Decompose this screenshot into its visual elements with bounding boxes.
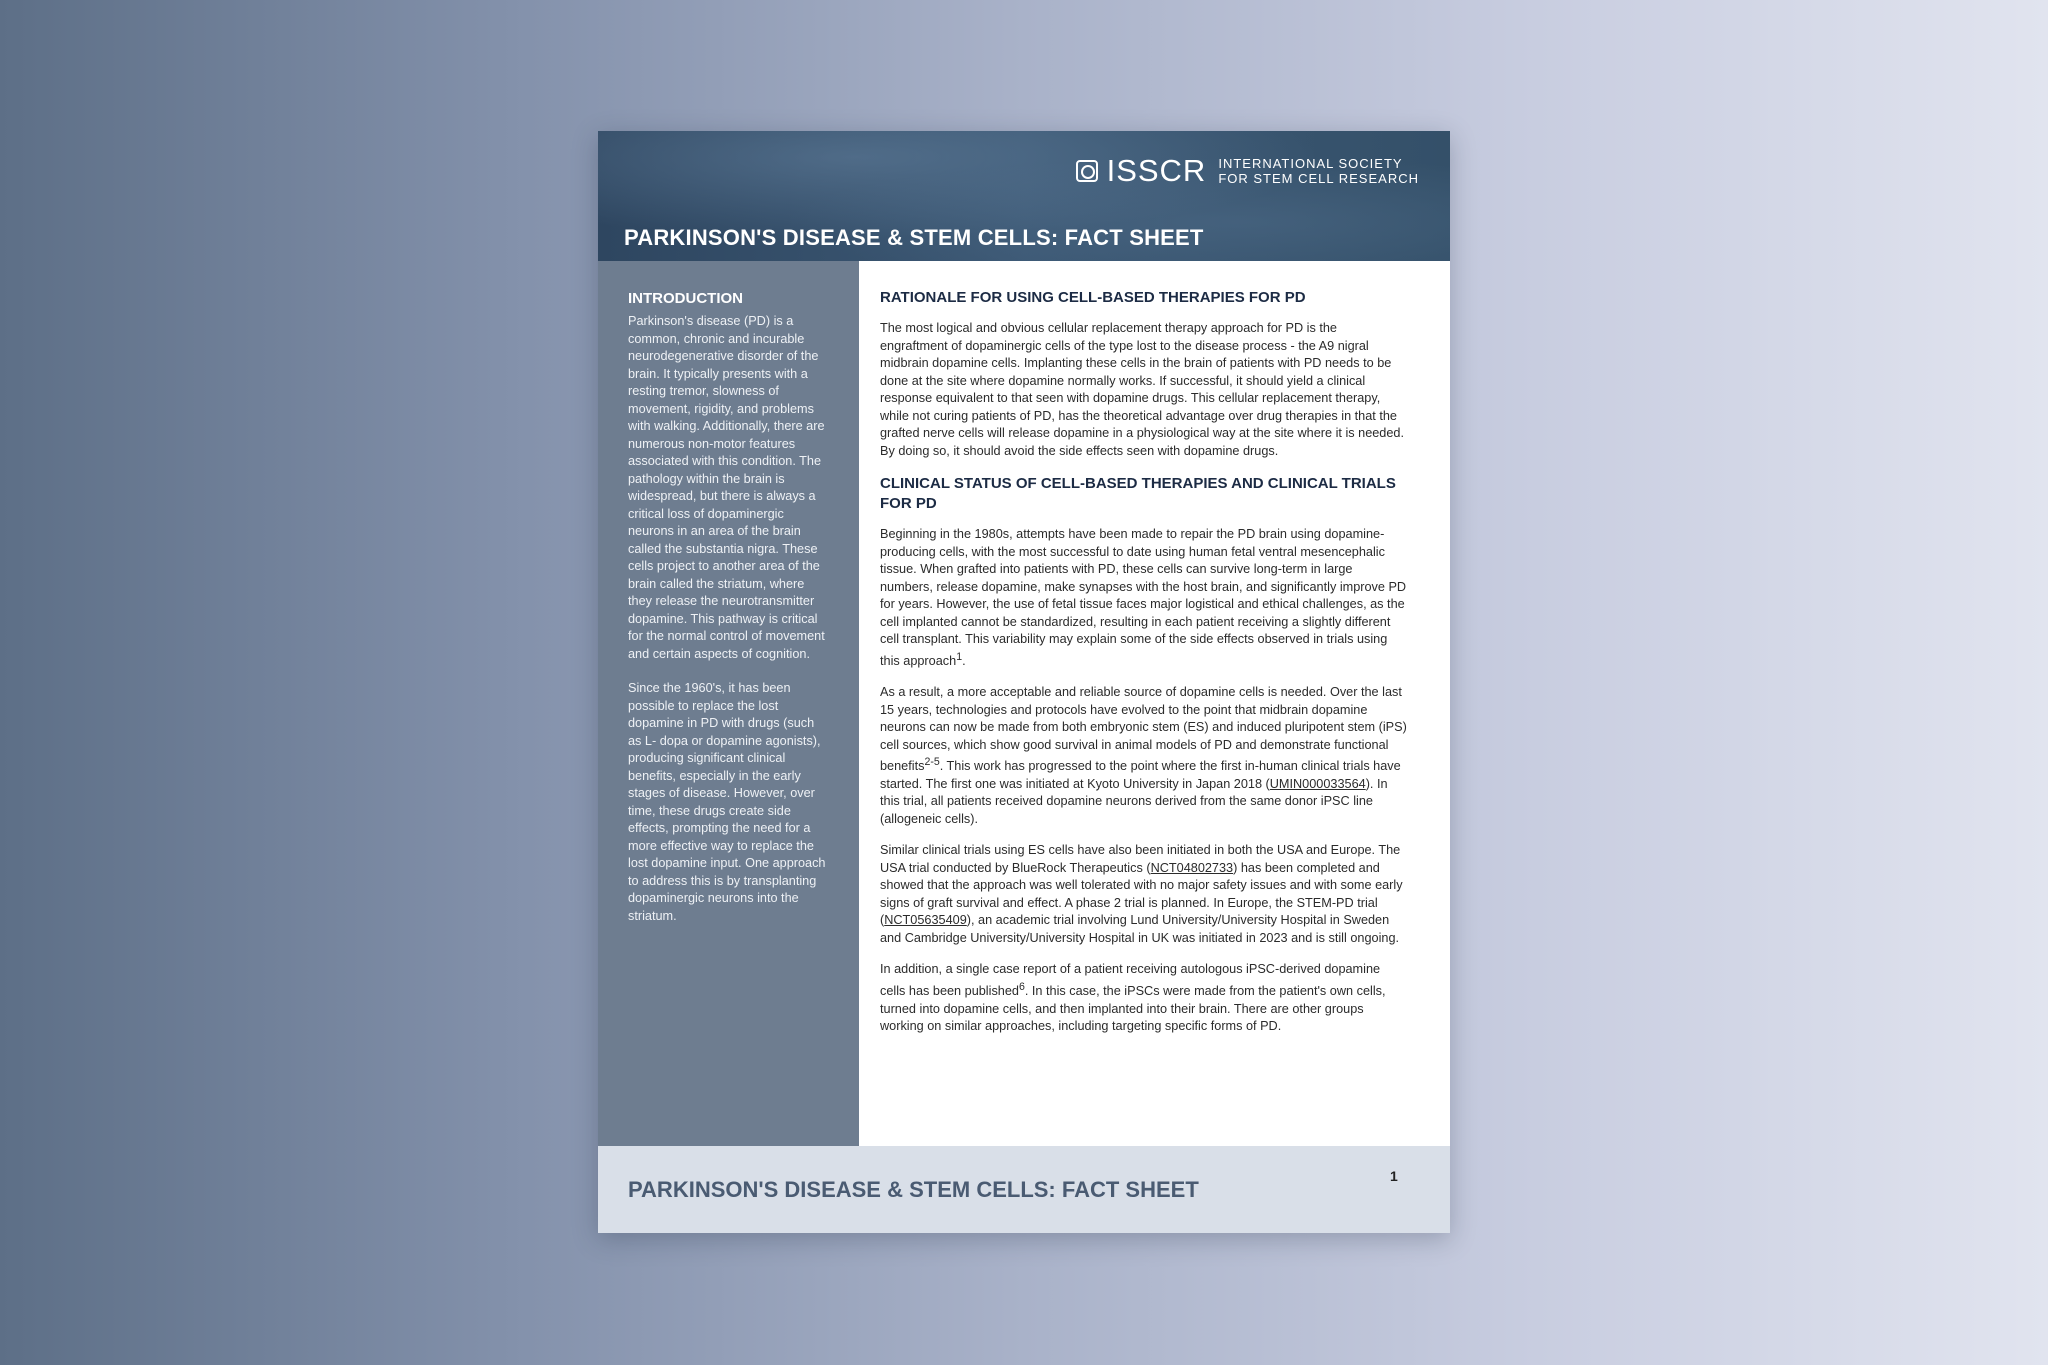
clinical-status-paragraph-1	[880, 526, 1408, 670]
introduction-heading: INTRODUCTION	[628, 290, 743, 307]
rationale-heading: RATIONALE FOR USING CELL-BASED THERAPIES FOR PD	[880, 289, 1306, 306]
trial-link-nct04802733[interactable]: NCT04802733	[1150, 860, 1234, 875]
logo-text: ISSCR	[1106, 153, 1207, 188]
clinical-status-heading: CLINICAL STATUS OF CELL-BASED THERAPIES AND CLINICAL TRIALS FOR PD	[880, 475, 1396, 512]
paragraph-text: ). In this trial, all patients received dopamine neurons derived from the same donor iPSC line (allogeneic cells).	[880, 776, 1388, 826]
paragraph-text: . This work has progressed to the point where the first in-human clinical trials have started. The first one was initiated at Kyoto University in Japan 2018 (	[880, 759, 1401, 791]
paragraph-text: Similar clinical trials using ES cells have also been initiated in both the USA and Europe. The USA trial conducted by BlueRock Therapeutics (	[880, 843, 1401, 875]
introduction-paragraph-1: Parkinson's disease (PD) is a common, chronic and incurable neurodegenerative disorder of the brain. It typically presents with a resting tremor, slowness of movement, rigidity, and problems with walking. Additionally, there are numerous non-motor features associated with this condition. The pathology within the brain is widespread, but there is always a critical loss of dopaminergic neurons in an area of the brain called the substantia nigra. These cells project to another area of the brain called the striatum, where they release the neurotransmitter dopamine. This pathway is critical for the normal control of movement and certain aspects of cognition.	[628, 314, 825, 661]
citation-superscript: 1	[956, 650, 963, 663]
citation-superscript: 6	[1018, 980, 1025, 993]
fact-sheet-page	[598, 131, 1450, 1233]
citation-superscript: 2-5	[924, 756, 940, 769]
main-content	[859, 261, 1450, 1146]
trial-link-nct05635409[interactable]: NCT05635409	[884, 913, 967, 928]
paragraph-text: .	[962, 653, 966, 668]
logo-sub-line2: FOR STEM CELL RESEARCH	[1218, 171, 1419, 186]
clinical-status-paragraph-3	[880, 842, 1408, 947]
paragraph-text: In addition, a single case report of a patient receiving autologous iPSC-derived dopamine cells has been published	[880, 962, 1381, 999]
clinical-status-paragraph-4	[880, 961, 1408, 1035]
trial-link-umin000033564[interactable]: UMIN000033564	[1269, 776, 1366, 791]
page-title: PARKINSON'S DISEASE & STEM CELLS: FACT SHEET	[624, 225, 1204, 250]
paragraph-text: . In this case, the iPSCs were made from the patient's own cells, turned into dopamine cells, and then implanted into their brain. There are other groups working on similar approaches, including targeting specific forms of PD.	[880, 984, 1386, 1034]
paragraph-text: ), an academic trial involving Lund University/University Hospital in Sweden and Cambridge University/University Hospital in UK was initiated in 2023 and is still ongoing.	[880, 913, 1400, 945]
introduction-paragraph-2: Since the 1960's, it has been possible to replace the lost dopamine in PD with drugs (such as L- dopa or dopamine agonists), producing significant clinical benefits, especially in the early stages of disease. However, over time, these drugs create side effects, prompting the need for a more effective way to replace the lost dopamine input. One approach to address this is by transplanting dopaminergic neurons into the striatum.	[628, 681, 826, 923]
logo-subtitle	[1218, 156, 1419, 186]
paragraph-text: ) has been completed and showed that the approach was well tolerated with no major safety issues and with some early signs of graft survival and effect. A phase 2 trial is planned. In Europe, the STEM-PD trial (	[880, 860, 1403, 928]
introduction-sidebar	[598, 261, 859, 1146]
isscr-logo-icon	[1076, 160, 1098, 182]
paragraph-text: As a result, a more acceptable and reliable source of dopamine cells is needed. Over the last 15 years, technologies and protocols have evolved to the point that midbrain dopamine neurons can now be made from both embryonic stem (ES) and induced pluripotent stem (iPS) cell sources, which show good survival in animal models of PD and demonstrate functional benefits	[880, 685, 1407, 774]
rationale-paragraph: The most logical and obvious cellular replacement therapy approach for PD is the engraftment of dopaminergic cells of the type lost to the disease process - the A9 nigral midbrain dopamine cells. Implanting these cells in the brain of patients with PD needs to be done at the site where dopamine normally works. If successful, it should yield a clinical response equivalent to that seen with dopamine drugs. This cellular replacement therapy, while not curing patients of PD, has the theoretical advantage over drug therapies in that the grafted nerve cells will release dopamine in a physiological way at the site where it is needed. By doing so, it should avoid the side effects seen with dopamine drugs.	[880, 321, 1404, 458]
header-banner	[598, 131, 1450, 261]
paragraph-text: Beginning in the 1980s, attempts have been made to repair the PD brain using dopamine-producing cells, with the most successful to date using human fetal ventral mesencephalic tissue. When grafted into patients with PD, these cells can survive long-term in large numbers, release dopamine, make synapses with the host brain, and significantly improve PD for years. However, the use of fetal tissue faces major logistical and ethical challenges, as the cell implanted cannot be standardized, resulting in each patient receiving a slightly different cell transplant. This variability may explain some of the side effects observed in trials using this approach	[880, 527, 1407, 668]
clinical-status-paragraph-2	[880, 684, 1408, 828]
isscr-logo	[1076, 153, 1419, 189]
page-number: 1	[1390, 1168, 1398, 1184]
logo-sub-line1: INTERNATIONAL SOCIETY	[1218, 156, 1403, 171]
page-footer	[598, 1146, 1450, 1233]
footer-title: PARKINSON'S DISEASE & STEM CELLS: FACT SHEET	[628, 1177, 1199, 1202]
